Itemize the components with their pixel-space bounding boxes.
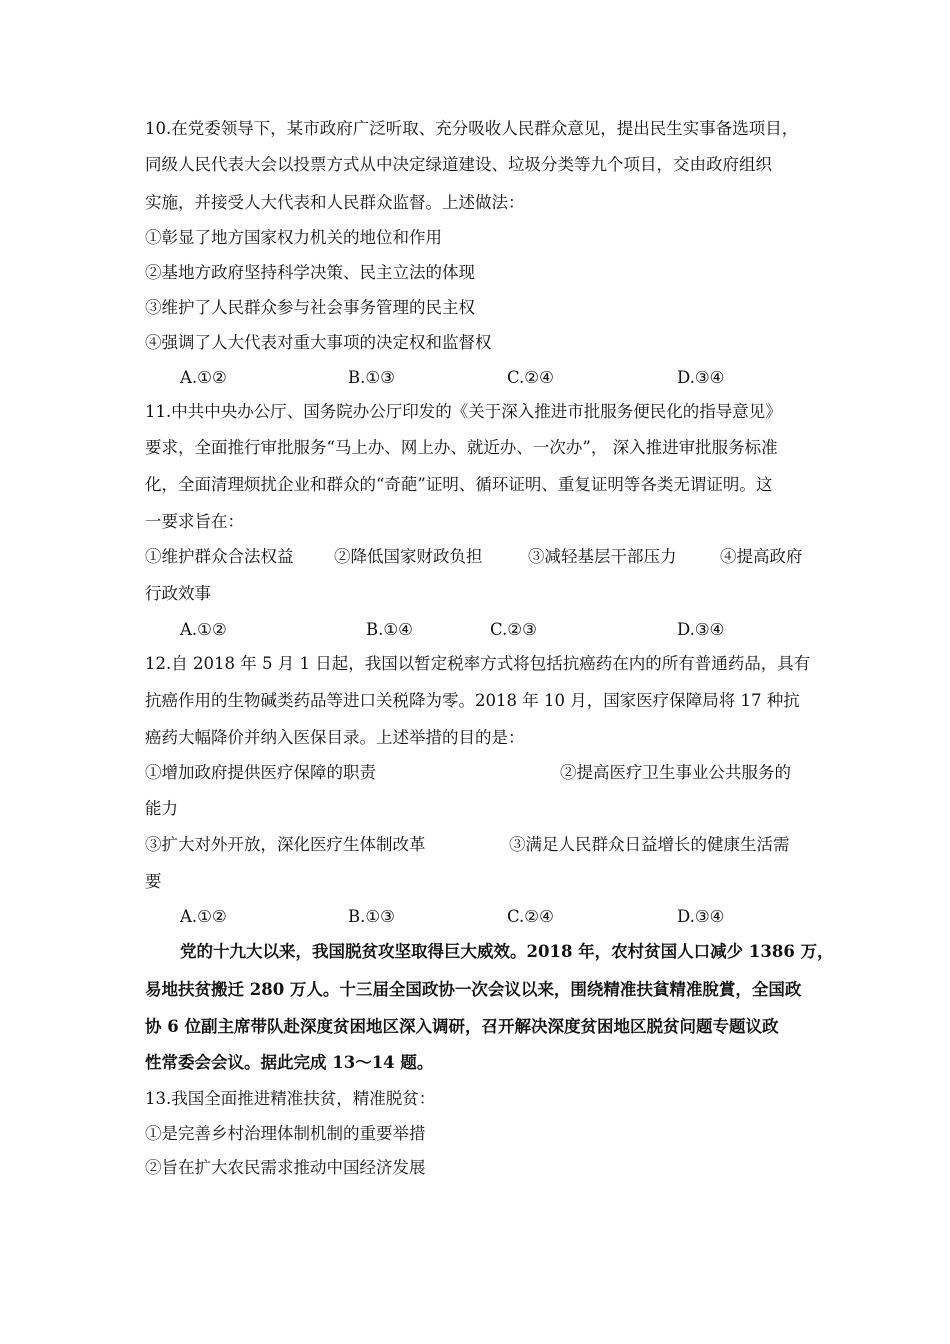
- q13-stem: 13.我国全面推进精准扶贫，精准脱贫：: [145, 1089, 436, 1108]
- q10-stem-line-1: 10.在党委领导下，某市政府广泛听取、充分吸收人民群众意见，提出民生实事备选项目，: [145, 119, 799, 138]
- q11-option-d: D.③④: [677, 620, 725, 639]
- q11-item-4-cont: 行政效事: [145, 584, 211, 603]
- q10-item-4: ④强调了人大代表对重大事项的决定权和监督权: [145, 333, 492, 352]
- q10-option-c: C.②④: [507, 368, 554, 387]
- q11-option-c: C.②③: [490, 620, 537, 639]
- q12-stem-line-3: 癌药大幅降价并纳入医保目录。上述举措的目的是：: [145, 728, 525, 747]
- q12-item-3: ③扩大对外开放，深化医疗生体制改革: [145, 835, 426, 854]
- q11-item-3: ③减轻基层干部压力: [528, 547, 677, 566]
- q11-option-b: B.①④: [366, 620, 413, 639]
- q12-item-2: ②提高医疗卫生事业公共服务的: [560, 763, 791, 782]
- passage-line-1: 党的十九大以来，我国脱贫攻坚取得巨大威效。2018 年，农村贫国人口减少 1386 万，: [180, 942, 834, 961]
- q11-item-2: ②降低国家财政负担: [334, 547, 483, 566]
- q11-item-4: ④提高政府: [720, 547, 803, 566]
- q10-stem-line-2: 同级人民代表大会以投票方式从中决定绿道建设、垃圾分类等九个项目，交由政府组织: [145, 155, 772, 174]
- q12-item-4: ③满足人民群众日益增长的健康生活需: [509, 835, 790, 854]
- q13-item-1: ①是完善乡村治理体制机制的重要举措: [145, 1124, 426, 1143]
- passage-line-2: 易地扶贫搬迁 280 万人。十三届全国政协一次会议以来，围绕精准扶貧精准脫賞，全国政: [145, 980, 802, 999]
- q12-stem-line-2: 抗癌作用的生物碱类药品等进口关税降为零。2018 年 10 月，国家医疗保障局将 17 种抗: [145, 691, 800, 710]
- q10-option-d: D.③④: [677, 368, 725, 387]
- q11-option-a: A.①②: [180, 620, 227, 639]
- q12-item-4-cont: 要: [145, 872, 162, 891]
- q11-stem-line-3: 化，全面清理烦扰企业和群众的“奇葩”证明、循环证明、重复证明等各类无谓证明。这: [145, 475, 773, 494]
- q11-stem-line-4: 一要求旨在：: [145, 512, 244, 531]
- q12-item-1: ①增加政府提供医疗保障的职责: [145, 763, 376, 782]
- q10-item-2: ②基地方政府坚持科学决策、民主立法的体现: [145, 263, 475, 282]
- q10-stem-line-3: 实施，并接受人大代表和人民群众监督。上述做法：: [145, 193, 525, 212]
- q10-item-3: ③维护了人民群众参与社会事务管理的民主权: [145, 298, 475, 317]
- passage-line-4: 性常委会会议。据此完成 13～14 题。: [145, 1053, 434, 1072]
- q12-option-c: C.②④: [507, 907, 554, 926]
- q11-stem-line-1: 11.中共中央办公厅、国务院办公厅印发的《关于深入推进市批服务便民化的指导意见》: [145, 402, 782, 421]
- q12-option-a: A.①②: [180, 907, 227, 926]
- q10-option-b: B.①③: [348, 368, 395, 387]
- q10-option-a: A.①②: [180, 368, 227, 387]
- passage-line-3: 协 6 位副主席带队赴深度贫困地区深入调研，召开解决深度贫困地区脱贫问题专题议政: [145, 1017, 779, 1036]
- q11-item-1: ①维护群众合法权益: [145, 547, 294, 566]
- q12-item-2-cont: 能力: [145, 799, 178, 818]
- q11-stem-line-2: 要求，全面推行审批服务“马上办、网上办、就近办、一次办”， 深入推进审批服务标准: [145, 438, 778, 457]
- q12-option-b: B.①③: [348, 907, 395, 926]
- q10-item-1: ①彰显了地方国家权力机关的地位和作用: [145, 228, 442, 247]
- q12-stem-line-1: 12.自 2018 年 5 月 1 日起，我国以暂定税率方式将包括抗癌药在内的所有普通药品，具有: [145, 654, 811, 673]
- q13-item-2: ②旨在扩大农民需求推动中国经济发展: [145, 1158, 426, 1177]
- q12-option-d: D.③④: [677, 907, 725, 926]
